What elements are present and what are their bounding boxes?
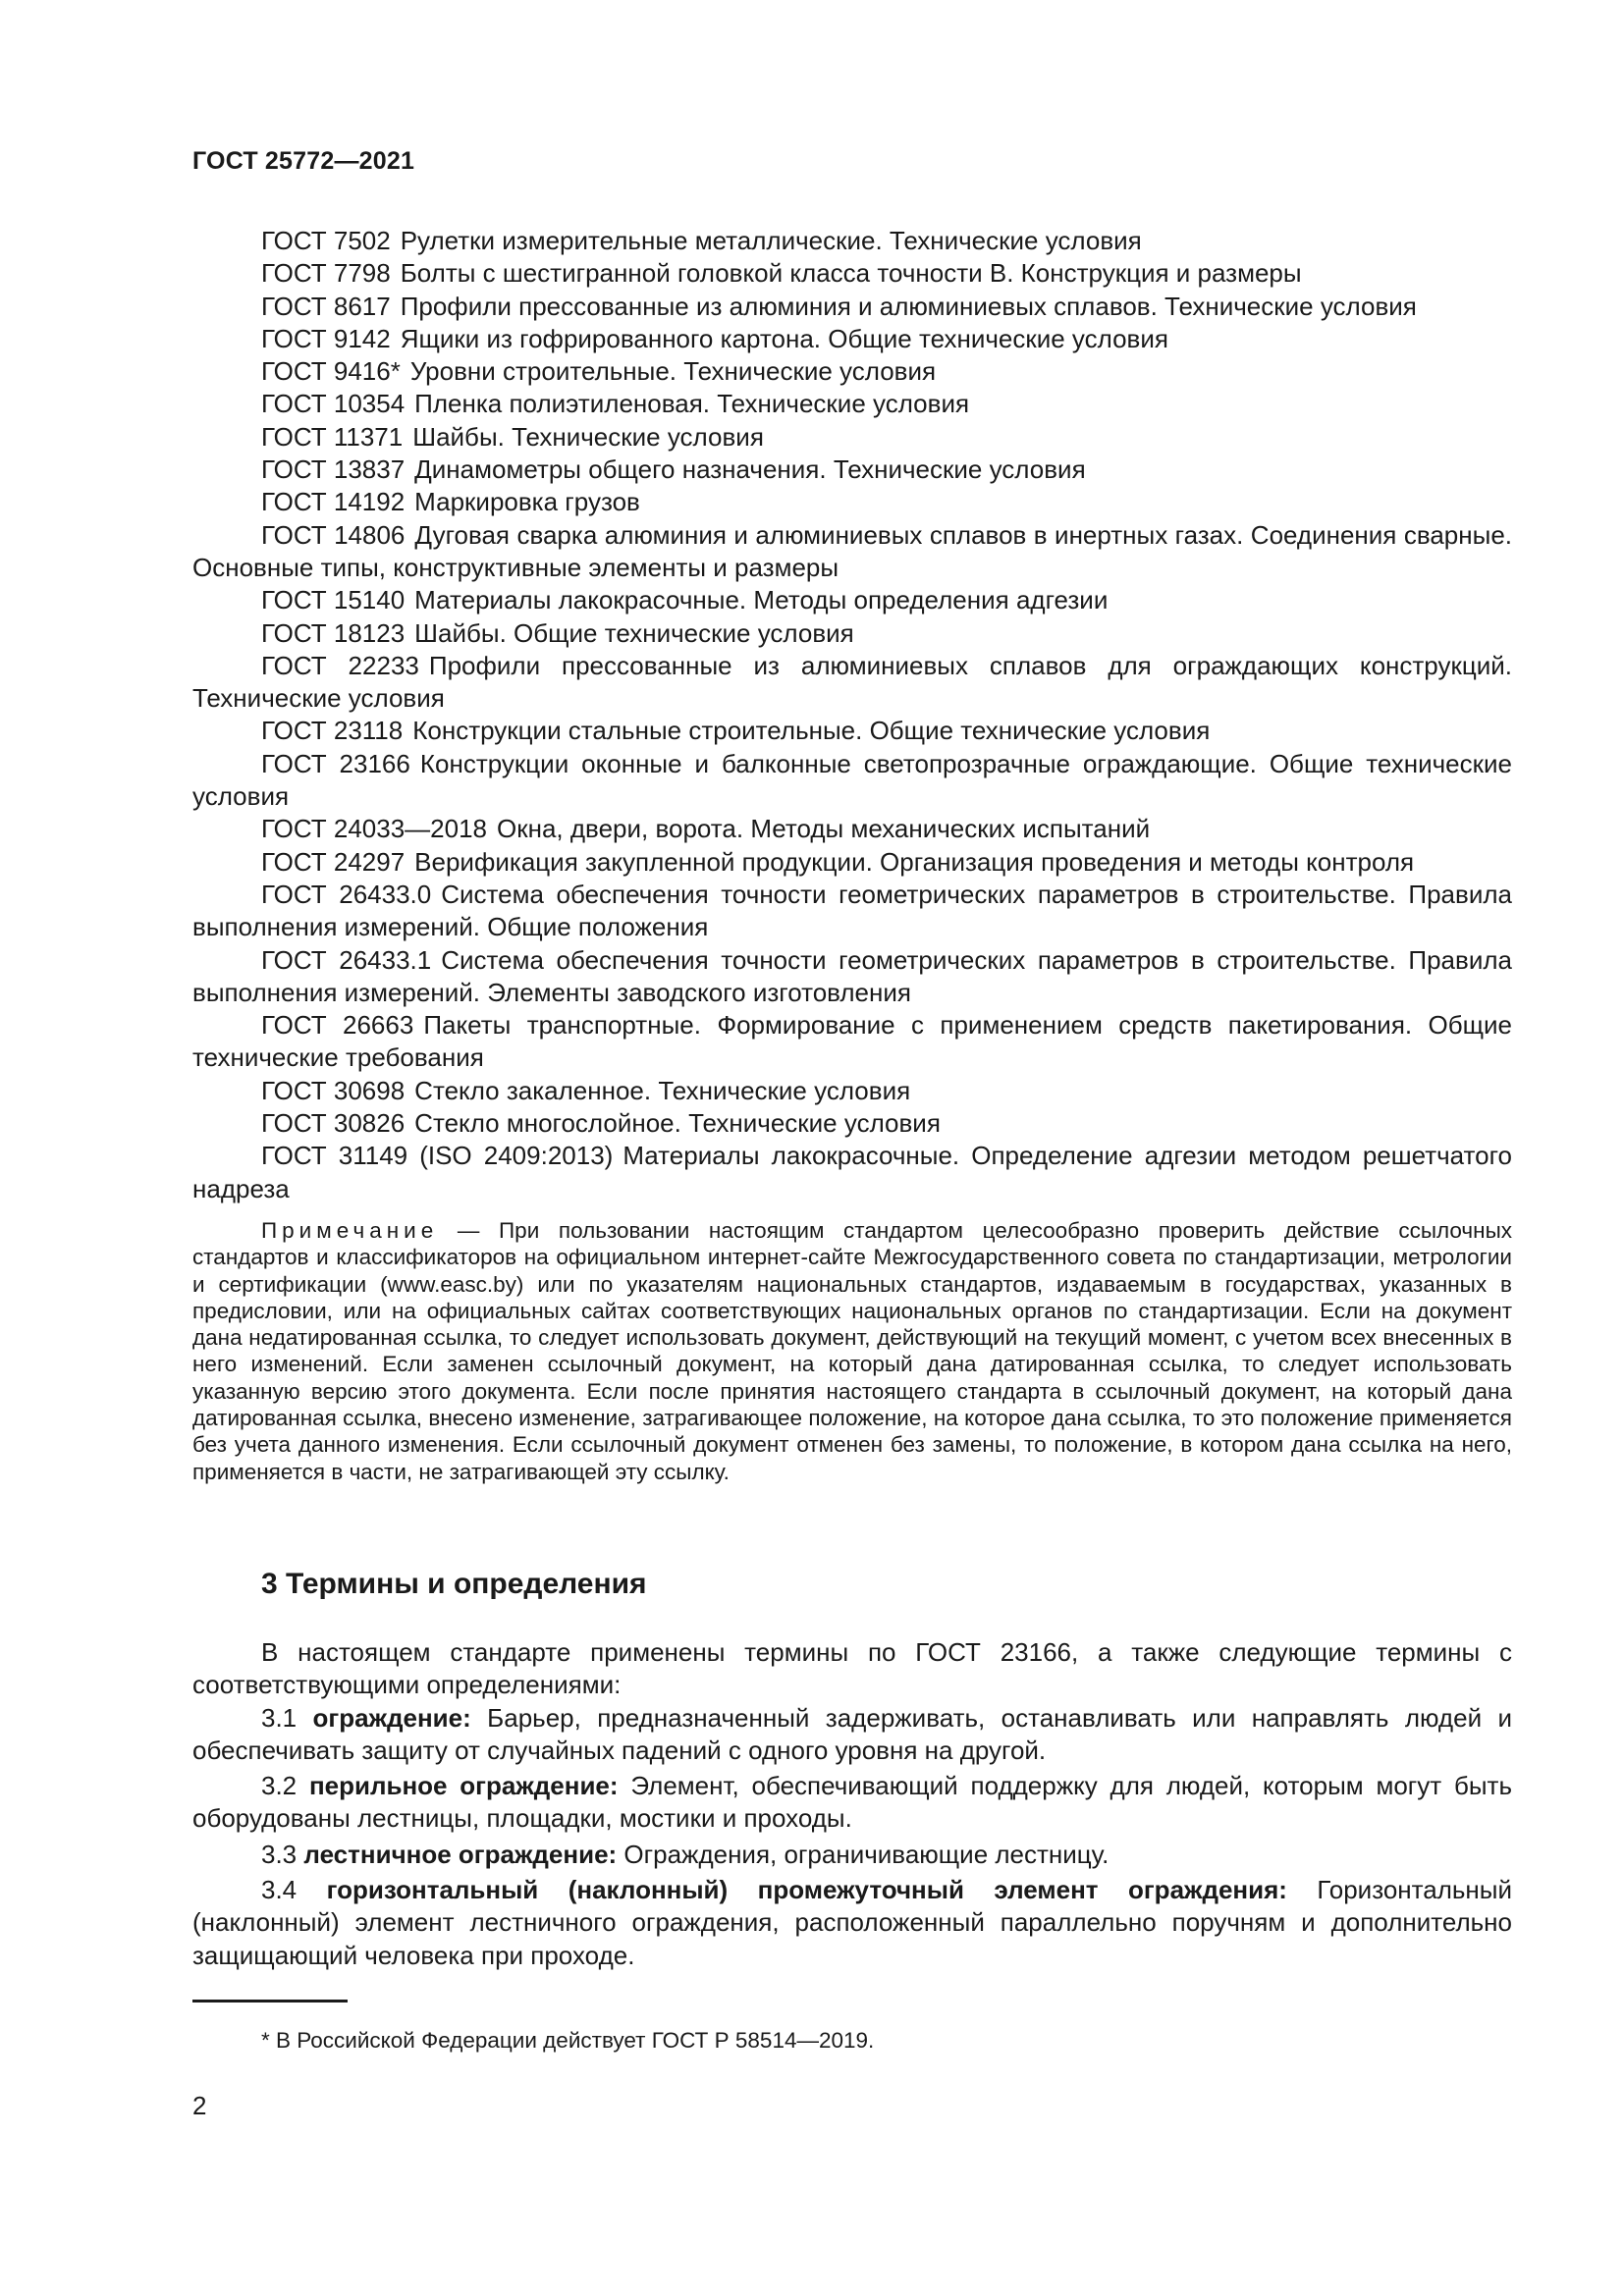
reference-code: ГОСТ 30826: [261, 1108, 406, 1139]
reference-code: ГОСТ 11371: [261, 421, 404, 452]
section-title: 3 Термины и определения: [261, 1568, 647, 1600]
term-number: 3.1: [261, 1702, 298, 1733]
reference-code: ГОСТ 24297: [261, 846, 406, 877]
page-header: ГОСТ 25772—2021: [192, 147, 415, 175]
normative-references-list: [192, 225, 1512, 1205]
reference-title: Уровни строительные. Технические условия: [409, 356, 937, 387]
reference-code: ГОСТ 30698: [261, 1075, 406, 1105]
reference-item: [192, 388, 1512, 420]
term-number: 3.4: [261, 1875, 298, 1905]
reference-code: ГОСТ 14806: [261, 519, 406, 550]
reference-item: [192, 257, 1512, 290]
reference-title: Материалы лакокрасочные. Определение адгезии методом решетчатого надреза: [192, 1141, 1512, 1203]
reference-title: Профили прессованные из алюминия и алюминиевых сплавов. Технические условия: [400, 291, 1417, 321]
reference-item: [192, 617, 1512, 650]
reference-item: [192, 1107, 1512, 1140]
term-name: горизонтальный (наклонный) промежуточный элемент ограждения:: [326, 1875, 1287, 1905]
reference-code: ГОСТ 9416*: [261, 356, 401, 387]
reference-code: ГОСТ 18123: [261, 617, 406, 648]
reference-code: ГОСТ 13837: [261, 454, 406, 485]
reference-title: Пакеты транспортные. Формирование с применением средств пакетирования. Общие технические требования: [192, 1010, 1512, 1073]
term-item: [192, 1702, 1512, 1768]
reference-title: Окна, двери, ворота. Методы механических испытаний: [497, 814, 1151, 844]
reference-item: [192, 879, 1512, 944]
reference-item: [192, 454, 1512, 486]
term-number: 3.2: [261, 1771, 298, 1801]
reference-item: [192, 748, 1512, 814]
reference-code: ГОСТ 10354: [261, 389, 406, 419]
term-name: ограждение:: [312, 1702, 471, 1733]
reference-code: ГОСТ 23166: [261, 748, 410, 778]
note-paragraph: [192, 1217, 1512, 1485]
reference-item: [192, 486, 1512, 518]
reference-title: Конструкции оконные и балконные светопрозрачные ограждающие. Общие технические условия: [192, 748, 1512, 812]
reference-title: Система обеспечения точности геометрических параметров в строительстве. Правила выполнения измерений. Общие положения: [192, 879, 1512, 942]
reference-code: ГОСТ 14192: [261, 487, 406, 517]
reference-code: ГОСТ 22233: [261, 650, 419, 680]
reference-item: [192, 519, 1512, 585]
reference-title: Ящики из гофрированного картона. Общие технические условия: [400, 323, 1168, 353]
reference-item: [192, 1009, 1512, 1075]
reference-title: Профили прессованные из алюминиевых сплавов для ограждающих конструкций. Технические условия: [192, 650, 1512, 714]
reference-item: [192, 1140, 1512, 1205]
reference-item: [192, 1075, 1512, 1107]
note-label: Примечание: [261, 1218, 439, 1243]
term-name: лестничное ограждение:: [303, 1839, 618, 1869]
page-number: 2: [192, 2091, 207, 2120]
reference-code: ГОСТ 23118: [261, 716, 404, 746]
reference-item: [192, 650, 1512, 716]
reference-code: ГОСТ 26433.0: [261, 879, 432, 909]
reference-item: [192, 584, 1512, 616]
reference-code: ГОСТ 15140: [261, 585, 406, 615]
reference-code: ГОСТ 26433.1: [261, 944, 432, 975]
term-item: [192, 1770, 1512, 1836]
reference-title: Шайбы. Общие технические условия: [414, 617, 854, 648]
term-item: [192, 1839, 1512, 1871]
term-number: 3.3: [261, 1839, 298, 1869]
reference-title: Конструкции стальные строительные. Общие технические условия: [412, 716, 1211, 746]
reference-code: ГОСТ 31149 (ISO 2409:2013): [261, 1141, 614, 1171]
footnote-divider: [192, 2000, 348, 2002]
reference-item: [192, 421, 1512, 454]
terms-section: [192, 1636, 1512, 1972]
note-text: — При пользовании настоящим стандартом целесообразно проверить действие ссылочных стандартов и классификаторов на официальном интернет-сайте Межгосударственного совета по стандартизации, метрологии и сертификации (www.easc.by) или по указателям национальных стандартов, издаваемым в государствах, указанных в предисловии, или на официальных сайтах соответствующих национальных органов по стандартизации. Если на документ дана недатированная ссылка, то следует использовать документ, действующий на текущий момент, с учетом всех внесенных в него изменений. Если заменен ссылочный документ, на который дана датированная ссылка, то следует использовать указанную версию этого документа. Если после принятия настоящего стандарта в ссылочный документ, на который дана датированная ссылка, внесено изменение, затрагивающее положение, на которое дана ссылка, то это положение применяется без учета данного изменения. Если ссылочный документ отменен без замены, то положение, в котором дана ссылка на него, применяется в части, не затрагивающей эту ссылку.: [192, 1218, 1512, 1484]
section-intro: В настоящем стандарте применены термины по ГОСТ 23166, а также следующие термины с соответствующими определениями:: [192, 1637, 1512, 1700]
reference-item: [192, 291, 1512, 323]
term-item: [192, 1874, 1512, 1972]
reference-title: Маркировка грузов: [414, 487, 640, 517]
reference-title: Верификация закупленной продукции. Организация проведения и методы контроля: [414, 846, 1415, 877]
reference-title: Рулетки измерительные металлические. Технические условия: [400, 226, 1142, 255]
reference-title: Дуговая сварка алюминия и алюминиевых сплавов в инертных газах. Соединения сварные. Основные типы, конструктивные элементы и размеры: [192, 519, 1512, 582]
reference-code: ГОСТ 26663: [261, 1010, 414, 1041]
term-definition: Элемент, обеспечивающий поддержку для людей, которым могут быть оборудованы лестницы, площадки, мостики и проходы.: [192, 1771, 1512, 1834]
term-name: перильное ограждение:: [308, 1771, 619, 1801]
reference-title: Стекло многослойное. Технические условия: [414, 1108, 941, 1139]
term-definition: Ограждения, ограничивающие лестницу.: [623, 1839, 1110, 1869]
reference-title: Шайбы. Технические условия: [412, 421, 764, 452]
reference-code: ГОСТ 9142: [261, 323, 391, 353]
reference-item: [192, 323, 1512, 355]
footnote: * В Российской Федерации действует ГОСТ Р 58514—2019.: [261, 2028, 875, 2053]
reference-item: [192, 846, 1512, 879]
reference-title: Материалы лакокрасочные. Методы определения адгезии: [414, 585, 1109, 615]
reference-item: [192, 813, 1512, 845]
reference-code: ГОСТ 7502: [261, 226, 391, 255]
reference-code: ГОСТ 24033—2018: [261, 814, 488, 844]
reference-item: [192, 355, 1512, 388]
term-definition: Горизонтальный (наклонный) элемент лестничного ограждения, расположенный параллельно поручням и дополнительно защищающий человека при проходе.: [192, 1875, 1512, 1970]
reference-title: Динамометры общего назначения. Технические условия: [414, 454, 1086, 485]
reference-code: ГОСТ 8617: [261, 291, 391, 321]
reference-code: ГОСТ 7798: [261, 258, 391, 289]
reference-item: [192, 715, 1512, 747]
reference-title: Пленка полиэтиленовая. Технические условия: [414, 389, 970, 419]
reference-item: [192, 225, 1512, 257]
reference-title: Болты с шестигранной головкой класса точности В. Конструкция и размеры: [400, 258, 1302, 289]
reference-title: Стекло закаленное. Технические условия: [414, 1075, 911, 1105]
reference-title: Система обеспечения точности геометрических параметров в строительстве. Правила выполнения измерений. Элементы заводского изготовления: [192, 944, 1512, 1007]
term-definition: Барьер, предназначенный задерживать, останавливать или направлять людей и обеспечивать защиту от случайных падений с одного уровня на другой.: [192, 1702, 1512, 1765]
reference-item: [192, 944, 1512, 1010]
